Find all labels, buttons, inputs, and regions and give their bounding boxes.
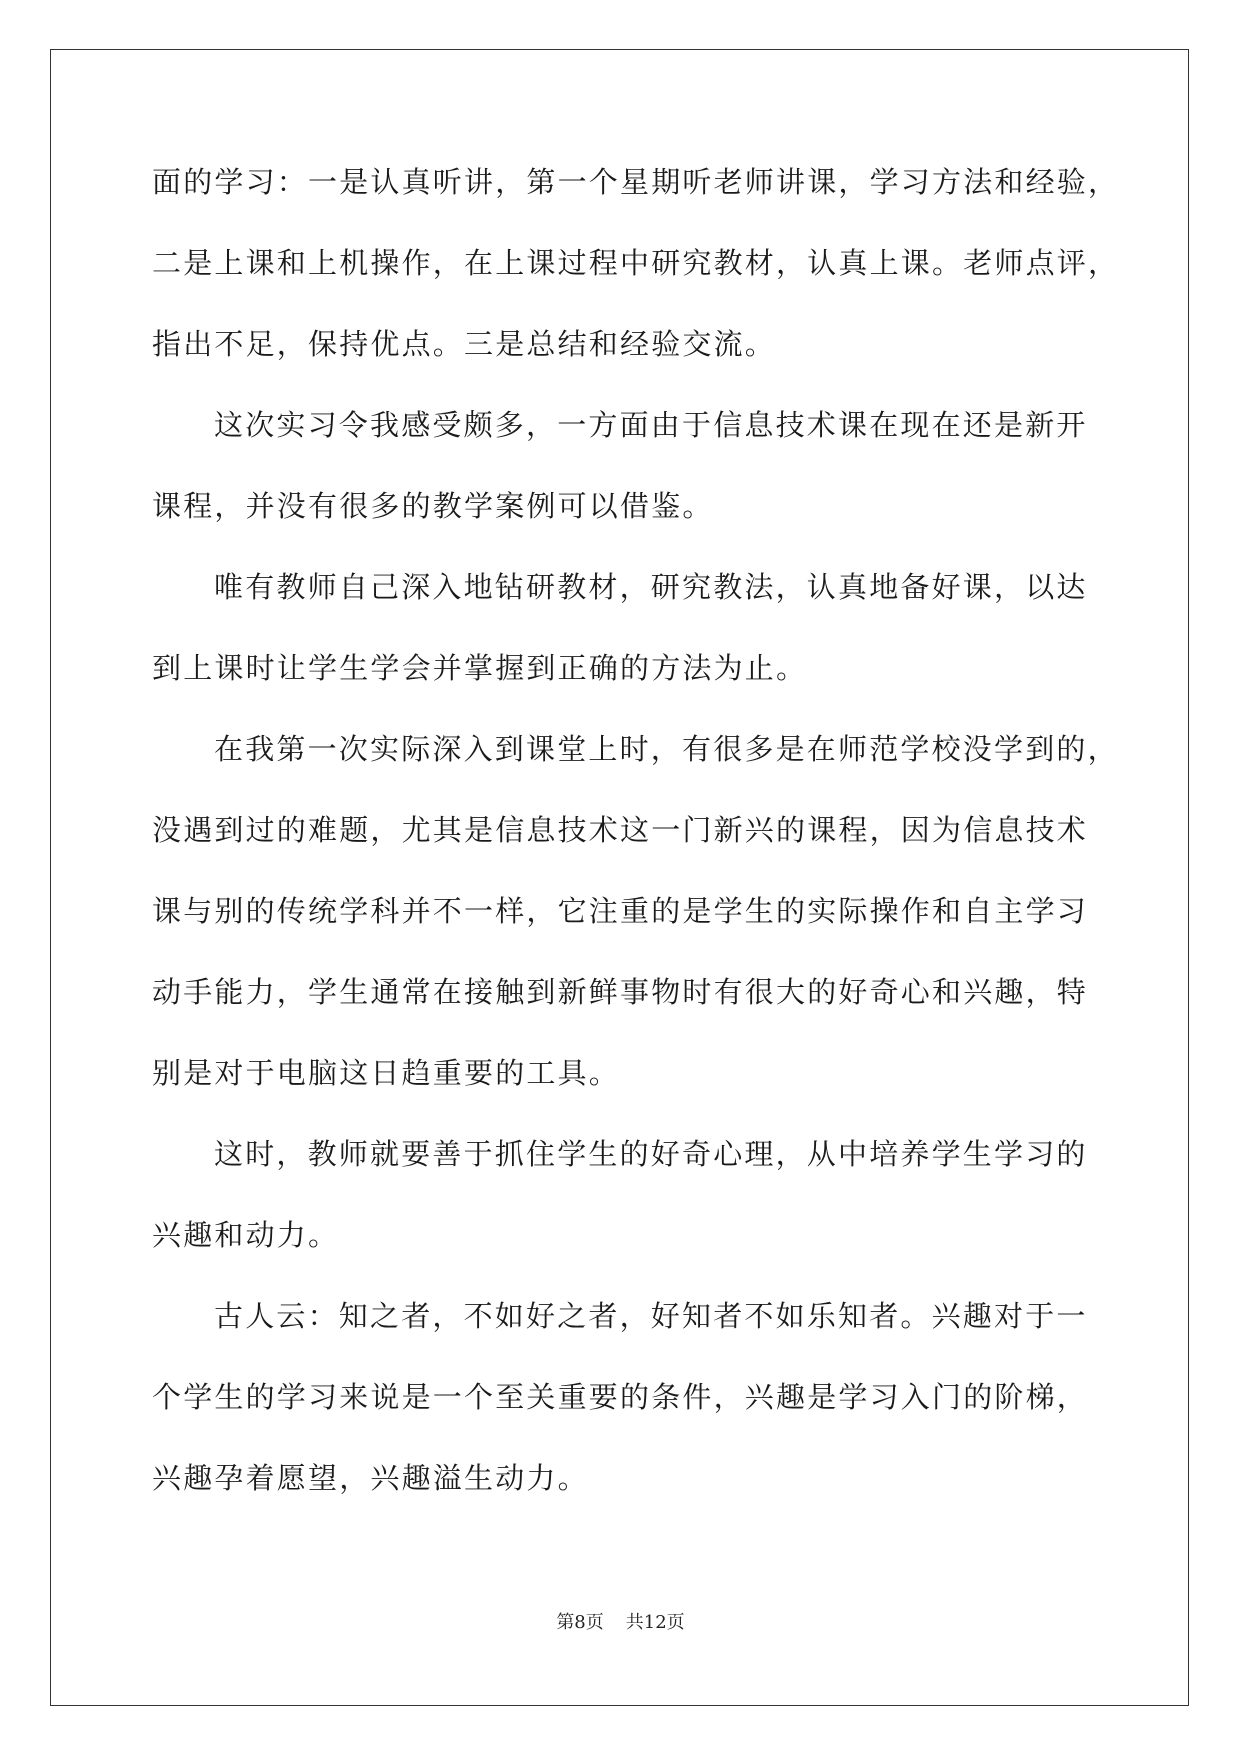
page-total: 共12页	[625, 1612, 685, 1633]
text-line: 二是上课和上机操作，在上课过程中研究教材，认真上课。老师点评，	[152, 246, 1120, 280]
text-line: 课程，并没有很多的教学案例可以借鉴。	[152, 489, 714, 523]
text-line: 面的学习：一是认真听讲，第一个星期听老师讲课，学习方法和经验，	[152, 165, 1120, 199]
text-line: 兴趣孕着愿望，兴趣溢生动力。	[152, 1461, 589, 1495]
text-line: 指出不足，保持优点。三是总结和经验交流。	[152, 327, 777, 361]
text-line: 到上课时让学生学会并掌握到正确的方法为止。	[152, 651, 808, 685]
paragraph-start-line: 在我第一次实际深入到课堂上时，有很多是在师范学校没学到的，	[214, 732, 1119, 766]
text-line: 个学生的学习来说是一个至关重要的条件，兴趣是学习入门的阶梯，	[152, 1380, 1089, 1414]
page-footer	[0, 1611, 1241, 1635]
paragraph-start-line: 这次实习令我感受颇多，一方面由于信息技术课在现在还是新开	[214, 408, 1088, 442]
paragraph-start-line: 古人云：知之者，不如好之者，好知者不如乐知者。兴趣对于一	[214, 1299, 1088, 1333]
page-number: 第8页	[556, 1612, 604, 1633]
paragraph-start-line: 唯有教师自己深入地钻研教材，研究教法，认真地备好课，以达	[214, 570, 1088, 604]
text-line: 兴趣和动力。	[152, 1218, 340, 1252]
paragraph-start-line: 这时，教师就要善于抓住学生的好奇心理，从中培养学生学习的	[214, 1137, 1088, 1171]
text-line: 别是对于电脑这日趋重要的工具。	[152, 1056, 621, 1090]
text-line: 课与别的传统学科并不一样，它注重的是学生的实际操作和自主学习	[152, 894, 1089, 928]
text-line: 动手能力，学生通常在接触到新鲜事物时有很大的好奇心和兴趣，特	[152, 975, 1089, 1009]
text-line: 没遇到过的难题，尤其是信息技术这一门新兴的课程，因为信息技术	[152, 813, 1089, 847]
